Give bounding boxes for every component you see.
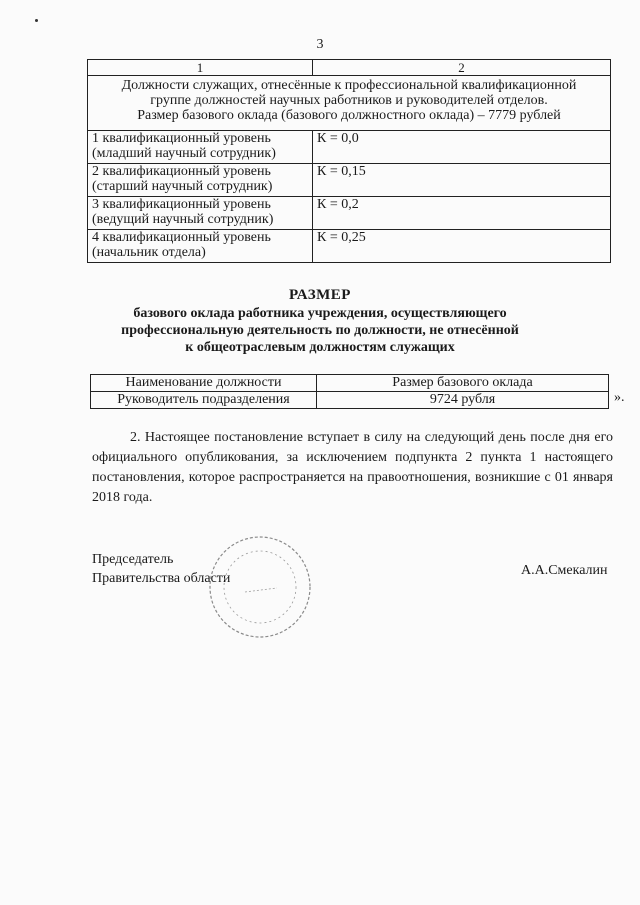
coefficient-cell: К = 0,2: [313, 197, 611, 230]
header-salary: Размер базового оклада: [317, 375, 609, 392]
table-row: [88, 131, 611, 164]
table-row: [91, 392, 609, 409]
column-number-1: 1: [88, 60, 313, 76]
table-row: [88, 230, 611, 263]
group-header-cell: [88, 76, 611, 131]
group-line: Размер базового оклада (базового должностного оклада) – 7779 рублей: [137, 108, 561, 123]
subtitle-line: профессиональную деятельность по должности, не отнесённой: [121, 323, 519, 338]
coefficient-cell: К = 0,0: [313, 131, 611, 164]
closing-quote: ».: [614, 390, 625, 405]
level-cell: [88, 197, 313, 230]
coefficient-cell: К = 0,15: [313, 164, 611, 197]
group-line: группе должностей научных работников и руководителей отделов.: [150, 93, 548, 108]
subtitle-line: к общеотраслевым должностям служащих: [185, 340, 455, 355]
group-line: Должности служащих, отнесённые к профессиональной квалификационной: [121, 78, 577, 93]
level-name: 2 квалификационный уровень: [92, 164, 271, 179]
signer-name: А.А.Смекалин: [521, 563, 608, 578]
level-position: (начальник отдела): [92, 245, 206, 260]
scan-speck: [35, 19, 38, 22]
table-row: [88, 197, 611, 230]
level-name: 3 квалификационный уровень: [92, 197, 271, 212]
level-name: 4 квалификационный уровень: [92, 230, 271, 245]
section-subtitle: [0, 305, 640, 356]
section-title: РАЗМЕР: [289, 287, 351, 303]
level-cell: [88, 230, 313, 263]
column-numbers-row: [88, 60, 611, 76]
salary-header-row: [91, 375, 609, 392]
signer-title-line: Председатель: [92, 552, 174, 567]
level-position: (старший научный сотрудник): [92, 179, 273, 194]
coefficient-cell: К = 0,25: [313, 230, 611, 263]
grade-table: [87, 59, 611, 263]
page-number: 3: [316, 37, 324, 52]
level-name: 1 квалификационный уровень: [92, 131, 271, 146]
header-position: Наименование должности: [91, 375, 317, 392]
level-cell: [88, 164, 313, 197]
column-number-2: 2: [313, 60, 611, 76]
stamp-icon: [205, 532, 315, 642]
level-position: (младший научный сотрудник): [92, 146, 276, 161]
effective-date-paragraph: 2. Настоящее постановление вступает в силу на следующий день после дня его официального опубликования, за исключением подпункта 2 пункта 1 настоящего постановления, которое распространяется на правоотношения, возникшие с 01 января 2018 года.: [92, 430, 613, 505]
signer-title-line: Правительства области: [92, 571, 231, 586]
subtitle-line: базового оклада работника учреждения, осуществляющего: [133, 306, 507, 321]
table-row: [88, 164, 611, 197]
group-header-row: [88, 76, 611, 131]
salary-cell: 9724 рубля: [317, 392, 609, 409]
level-position: (ведущий научный сотрудник): [92, 212, 274, 227]
position-cell: Руководитель подразделения: [91, 392, 317, 409]
salary-table: [90, 374, 609, 409]
level-cell: [88, 131, 313, 164]
